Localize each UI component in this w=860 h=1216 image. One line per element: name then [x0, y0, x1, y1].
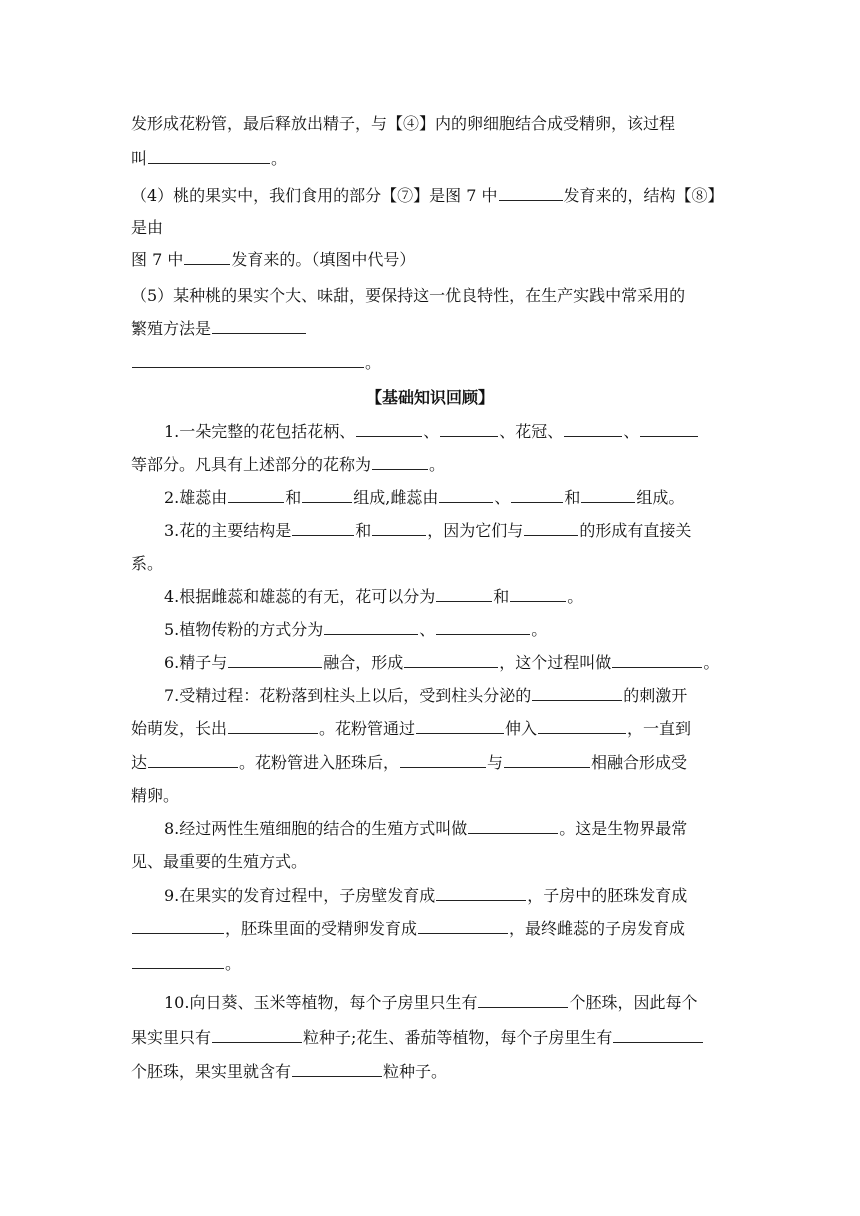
answer-blank[interactable]: [524, 534, 578, 536]
text: 。: [225, 954, 242, 973]
item-7-line-1: [164, 683, 687, 706]
text: ，一直到: [627, 719, 692, 738]
answer-blank[interactable]: [436, 633, 530, 635]
answer-blank[interactable]: [302, 501, 352, 503]
text: ，这个过程叫做: [499, 653, 612, 672]
text: 等部分。凡具有上述部分的花称为: [131, 455, 372, 474]
answer-blank[interactable]: [184, 263, 230, 265]
text: 。: [271, 149, 288, 168]
text: 精卵。: [131, 786, 180, 805]
answer-blank[interactable]: [504, 766, 590, 768]
answer-blank[interactable]: [228, 732, 318, 734]
text-line: [131, 111, 675, 134]
text: 融合，形成: [323, 653, 404, 672]
answer-blank[interactable]: [148, 766, 238, 768]
text: 、: [419, 620, 436, 639]
text: 达: [131, 753, 148, 772]
text: 6.精子与: [164, 653, 228, 672]
item-1-line-1: [164, 419, 699, 442]
text: 个胚珠，因此每个: [569, 993, 698, 1012]
item-6: [164, 650, 719, 673]
text: 、: [623, 422, 640, 441]
text: 组成,雌蕊由: [353, 488, 439, 507]
text: ，因为它们与: [427, 521, 524, 540]
item-3-line-2: [131, 551, 163, 574]
text: 与: [487, 753, 504, 772]
item-10-line-3: [131, 1059, 447, 1082]
text: 繁殖方法是: [131, 319, 212, 338]
text: 4.根据雌蕊和雄蕊的有无，花可以分为: [164, 587, 436, 606]
question-4-line-1: [131, 183, 724, 206]
text: 发育来的。（填图中代号）: [231, 250, 416, 269]
text: 粒种子。: [383, 1062, 448, 1081]
text-line: [131, 146, 287, 169]
text: 8.经过两性生殖细胞的结合的生殖方式叫做: [164, 819, 468, 838]
text: 。花粉管进入胚珠后，: [239, 753, 400, 772]
answer-blank[interactable]: [439, 501, 493, 503]
text: 9.在果实的发育过程中，子房壁发育成: [164, 886, 436, 905]
text: 系。: [131, 554, 164, 573]
item-1-line-2: [131, 452, 445, 475]
answer-blank[interactable]: [511, 501, 563, 503]
item-8-line-2: [131, 849, 307, 872]
answer-blank[interactable]: [478, 1006, 568, 1008]
item-7-line-4: [131, 783, 179, 806]
answer-blank[interactable]: [132, 366, 364, 368]
answer-blank[interactable]: [538, 732, 626, 734]
item-7-line-3: [131, 750, 687, 773]
text: 组成。: [636, 488, 685, 507]
question-4-line-2: [131, 215, 163, 238]
answer-blank[interactable]: [612, 666, 702, 668]
text: 发形成花粉管，最后释放出精子，与【④】内的卵细胞结合成受精卵，该过程: [131, 114, 676, 133]
answer-blank[interactable]: [292, 534, 354, 536]
text: 相融合形成受: [591, 753, 688, 772]
item-9-line-2: [131, 916, 685, 939]
text: 1.一朵完整的花包括花柄、: [164, 422, 356, 441]
question-5-line-2: [131, 316, 307, 339]
answer-blank[interactable]: [440, 435, 498, 437]
answer-blank[interactable]: [372, 468, 428, 470]
text: 叫: [131, 149, 148, 168]
text: 图 7 中: [131, 250, 184, 269]
text: 和: [355, 521, 372, 540]
text: 和: [285, 488, 302, 507]
answer-blank[interactable]: [418, 932, 508, 934]
text: 5.植物传粉的方式分为: [164, 620, 324, 639]
item-7-line-2: [131, 716, 691, 739]
answer-blank[interactable]: [404, 666, 498, 668]
text: 个胚珠，果实里就含有: [131, 1062, 292, 1081]
question-5-line-1: [131, 283, 685, 306]
text: 发育来的，结构【⑧】: [563, 186, 724, 205]
text: 果实里只有: [131, 1028, 212, 1047]
answer-blank[interactable]: [372, 534, 426, 536]
item-8-line-1: [164, 816, 687, 839]
item-10-line-2: [131, 1025, 704, 1048]
answer-blank[interactable]: [532, 699, 622, 701]
answer-blank[interactable]: [436, 899, 526, 901]
text: （5）某种桃的果实个大、味甜，要保持这一优良特性，在生产实践中常采用的: [131, 286, 686, 305]
text: 2.雄蕊由: [164, 488, 228, 507]
item-9-line-1: [164, 883, 687, 906]
answer-blank[interactable]: [228, 666, 322, 668]
answer-blank[interactable]: [132, 932, 224, 934]
text: 、: [494, 488, 511, 507]
text: 3.花的主要结构是: [164, 521, 292, 540]
text: 。这是生物界最常: [559, 819, 688, 838]
text: 粒种子;花生、番茄等植物，每个子房里生有: [303, 1028, 613, 1047]
text: 始萌发，长出: [131, 719, 228, 738]
answer-blank[interactable]: [228, 501, 284, 503]
text: 、花冠、: [499, 422, 564, 441]
answer-blank[interactable]: [468, 832, 558, 834]
text: 。: [703, 653, 720, 672]
text: 。: [429, 455, 446, 474]
text: （4）桃的果实中，我们食用的部分【⑦】是图 7 中: [131, 186, 498, 205]
text: 和: [564, 488, 581, 507]
answer-blank[interactable]: [613, 1041, 703, 1043]
answer-blank[interactable]: [564, 435, 622, 437]
text: 的刺激开: [623, 686, 688, 705]
section-title: 【基础知识回顾】: [365, 388, 494, 407]
answer-blank[interactable]: [212, 332, 306, 334]
answer-blank[interactable]: [292, 1075, 382, 1077]
answer-blank[interactable]: [132, 967, 224, 969]
text: 伸入: [505, 719, 538, 738]
answer-blank[interactable]: [148, 162, 270, 164]
question-5-line-3: [131, 350, 381, 373]
text: 。花粉管通过: [319, 719, 416, 738]
answer-blank[interactable]: [324, 633, 418, 635]
text: 。: [531, 620, 548, 639]
item-5: [164, 617, 547, 640]
text: ，最终雌蕊的子房发育成: [509, 919, 686, 938]
item-2: [164, 485, 684, 508]
question-4-line-3: [131, 247, 415, 270]
text: 10.向日葵、玉米等植物，每个子房里只生有: [164, 993, 478, 1012]
answer-blank[interactable]: [510, 600, 566, 602]
text: 。: [567, 587, 584, 606]
item-3-line-1: [164, 518, 691, 541]
text: 见、最重要的生殖方式。: [131, 852, 308, 871]
answer-blank[interactable]: [416, 732, 504, 734]
answer-blank[interactable]: [212, 1041, 302, 1043]
item-9-line-3: [131, 951, 241, 974]
text: 是由: [131, 218, 164, 237]
answer-blank[interactable]: [581, 501, 635, 503]
answer-blank[interactable]: [436, 600, 492, 602]
text: 和: [493, 587, 510, 606]
text: 7.受精过程：花粉落到柱头上以后，受到柱头分泌的: [164, 686, 532, 705]
text: ，子房中的胚珠发育成: [527, 886, 688, 905]
text: 、: [423, 422, 440, 441]
answer-blank[interactable]: [400, 766, 486, 768]
item-10-line-1: [164, 990, 697, 1013]
answer-blank[interactable]: [640, 435, 698, 437]
answer-blank[interactable]: [499, 199, 563, 201]
answer-blank[interactable]: [356, 435, 422, 437]
text: ，胚珠里面的受精卵发育成: [225, 919, 418, 938]
item-4: [164, 584, 583, 607]
text: 的形成有直接关: [579, 521, 692, 540]
text: 。: [365, 353, 382, 372]
